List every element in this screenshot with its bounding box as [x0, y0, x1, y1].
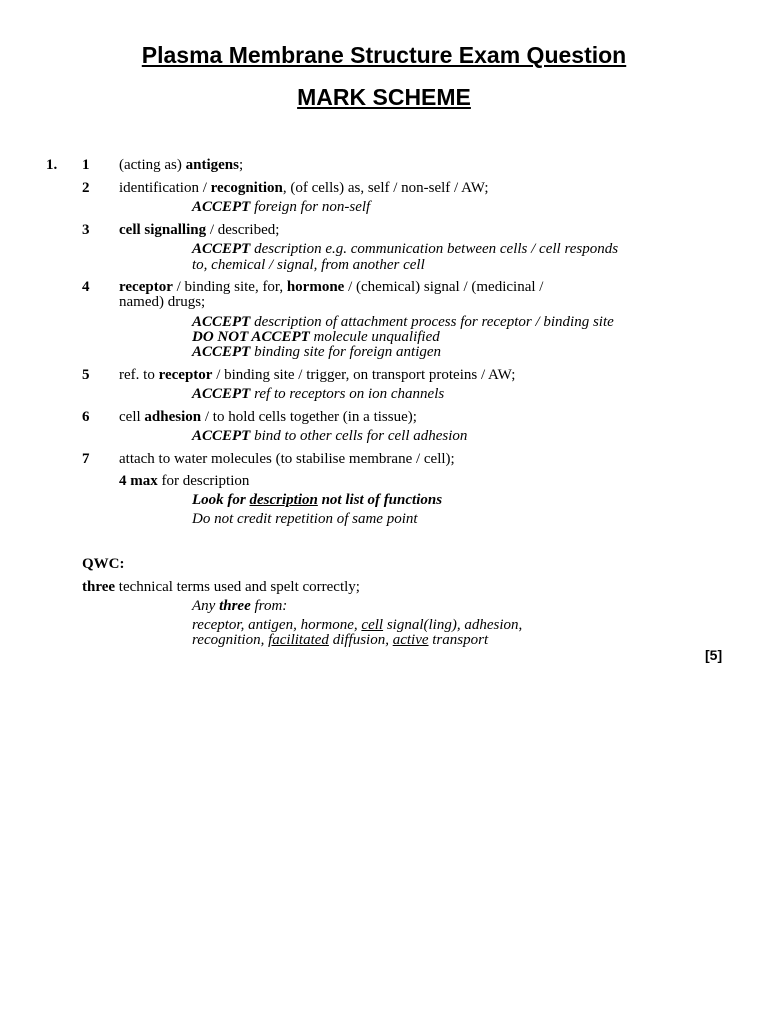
point-text: receptor / binding site, for, hormone / (chemical) signal / (medicinal / [119, 279, 544, 295]
point-note: ACCEPT bind to other cells for cell adhesion [192, 428, 468, 444]
point-number: 7 [82, 451, 90, 467]
guidance-look-for: Look for description not list of functions [192, 492, 443, 508]
max-marks-note: 4 max for description [119, 473, 250, 489]
point-number: 5 [82, 367, 90, 383]
point-note: to, chemical / signal, from another cell [192, 257, 425, 273]
question-number: 1. [46, 157, 58, 173]
point-note: DO NOT ACCEPT molecule unqualified [192, 329, 440, 345]
point-number: 4 [82, 279, 90, 295]
point-text: cell adhesion / to hold cells together (in a tissue); [119, 409, 417, 425]
point-number: 1 [82, 157, 90, 173]
guidance-no-credit: Do not credit repetition of same point [192, 511, 418, 527]
point-number: 2 [82, 180, 90, 196]
point-note: ACCEPT description of attachment process for receptor / binding site [192, 314, 614, 330]
page-subtitle: MARK SCHEME [297, 84, 471, 110]
point-note: ACCEPT description e.g. communication between cells / cell responds [192, 241, 619, 257]
qwc-any-three: Any three from: [192, 598, 288, 614]
qwc-terms-line-1: receptor, antigen, hormone, cell signal(ling), adhesion, [192, 617, 523, 633]
point-text: attach to water molecules (to stabilise membrane / cell); [119, 451, 455, 467]
point-text: identification / recognition, (of cells) as, self / non-self / AW; [119, 180, 489, 196]
point-text: (acting as) antigens; [119, 157, 244, 173]
point-number: 6 [82, 409, 90, 425]
point-number: 3 [82, 222, 90, 238]
point-note: ACCEPT foreign for non-self [192, 199, 371, 215]
point-text: cell signalling / described; [119, 222, 280, 238]
qwc-terms-line-2: recognition, facilitated diffusion, active transport [192, 632, 489, 648]
page-title: Plasma Membrane Structure Exam Question [141, 42, 627, 68]
qwc-rule: three technical terms used and spelt correctly; [82, 579, 360, 595]
point-text-continued: named) drugs; [119, 294, 206, 310]
total-marks: [5] [705, 647, 723, 663]
qwc-heading: QWC: [82, 556, 125, 572]
point-text: ref. to receptor / binding site / trigger, on transport proteins / AW; [119, 367, 516, 383]
point-note: ACCEPT binding site for foreign antigen [192, 344, 442, 360]
point-note: ACCEPT ref to receptors on ion channels [192, 386, 445, 402]
